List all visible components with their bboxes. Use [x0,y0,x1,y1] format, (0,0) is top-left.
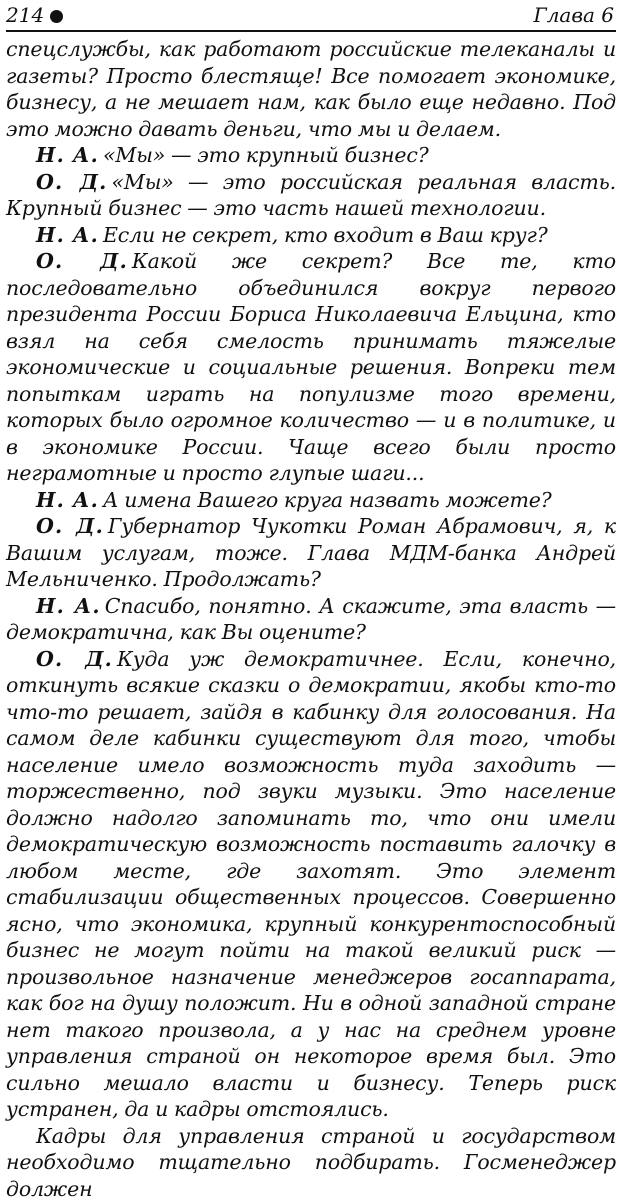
paragraph-text: «Мы» — это российская реальная власть. Крупный бизнес — это часть нашей технологии. [6,170,616,221]
paragraph [6,1123,616,1202]
paragraph-text: А имена Вашего круга назвать можете? [103,488,552,512]
paragraph-text: «Мы» — это крупный бизнес? [103,143,429,167]
bullet-icon [50,10,63,23]
page-number: 214 [6,3,44,27]
speaker-label: Н. А. [36,488,99,512]
page-number-group [6,0,63,30]
speaker-label: О. Д. [36,514,104,538]
paragraph-text: Губернатор Чукотки Роман Абрамович, я, к Вашим услугам, тоже. Глава МДМ-банка Андрей Мельниченко. Продолжать? [6,514,616,591]
paragraph [6,513,616,593]
chapter-title: Глава 6 [533,0,614,30]
paragraph [6,646,616,1123]
paragraph [6,593,616,646]
paragraph-text: Куда уж демократичнее. Если, конечно, откинуть всякие сказки о демократии, якобы кто-то что-то решает, зайдя в кабинку для голосования. На самом деле кабинки существуют для того, чтобы население имело возможность туда заходить — торжественно, под звуки музыки. Это население должно надолго запоминать то, что они имели демократическую возможность поставить галочку в любом месте, где захотят. Это элемент стабилизации общественных процессов. Совершенно ясно, что экономика, крупный конкурентоспособный бизнес не могут пойти на такой великий риск — произвольное назначение менеджеров госаппарата, как бог на душу положит. Ни в одной западной стране нет такого произвола, а у нас на среднем уровне управления страной он некоторое время был. Это сильно мешало власти и бизнесу. Теперь риск устранен, да и кадры отстоялись. [6,647,616,1122]
running-header [6,0,616,32]
speaker-label: О. Д. [36,647,113,671]
paragraph [6,222,616,249]
speaker-label: Н. А. [36,223,99,247]
paragraph-text: Если не секрет, кто входит в Ваш круг? [103,223,548,247]
paragraph [6,248,616,487]
paragraph-text: спецслужбы, как работают российские телеканалы и газеты? Просто блестяще! Все помогает экономике, бизнесу, а не мешает нам, как было еще недавно. Под это можно давать деньги, что мы и делаем. [6,37,616,141]
book-page [6,0,616,1112]
paragraph [6,36,616,142]
paragraph [6,487,616,514]
speaker-label: О. Д. [36,249,128,273]
paragraph [6,169,616,222]
speaker-label: Н. А. [36,143,99,167]
speaker-label: О. Д. [36,170,108,194]
paragraph-text: Кадры для управления страной и государством необходимо тщательно подбирать. Госменеджер должен [6,1124,616,1201]
paragraph-text: Спасибо, понятно. А скажите, эта власть — демократична, как Вы оцените? [6,594,616,645]
speaker-label: Н. А. [36,594,101,618]
paragraph [6,142,616,169]
paragraph-text: Какой же секрет? Все те, кто последовательно объединился вокруг первого президента России Бориса Николаевича Ельцина, кто взял на себя смелость принимать тяжелые экономические и социальные решения. Вопреки тем попыткам играть на популизме того времени, которых было огромное количество — и в политике, и в экономике России. Чаще всего были просто неграмотные и просто глупые шаги... [6,249,616,485]
body-text [6,36,616,1202]
